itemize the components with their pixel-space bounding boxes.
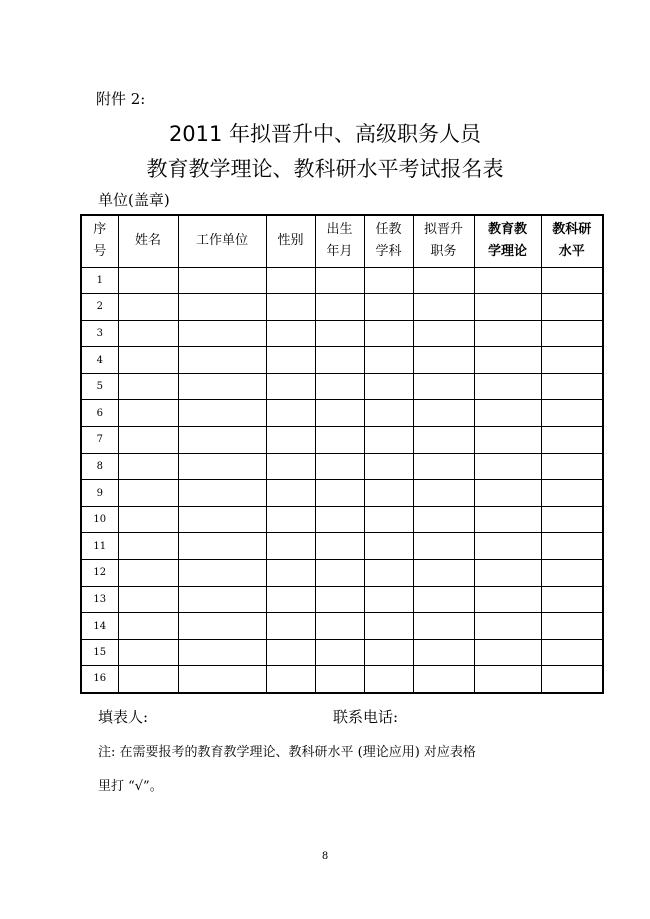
form-cell[interactable] [474,453,541,480]
row-number: 4 [81,347,118,374]
form-cell[interactable] [413,267,474,294]
table-row [81,267,603,294]
form-cell[interactable] [364,400,413,427]
form-cell[interactable] [178,294,266,321]
form-cell[interactable] [474,294,541,321]
header-research-level: 教科研 水平 [541,215,603,267]
form-cell[interactable] [541,586,603,613]
form-cell[interactable] [541,294,603,321]
form-cell[interactable] [315,267,364,294]
form-cell[interactable] [364,586,413,613]
form-cell[interactable] [541,533,603,560]
form-cell[interactable] [541,267,603,294]
form-cell[interactable] [364,267,413,294]
table-row [81,506,603,533]
page-number: 8 [321,851,329,862]
form-cell[interactable] [315,560,364,587]
form-cell[interactable] [118,373,178,400]
form-cell[interactable] [266,427,315,454]
form-cell[interactable] [266,480,315,507]
row-number: 8 [81,453,118,480]
form-cell[interactable] [315,533,364,560]
registration-form-table [80,214,604,694]
form-cell[interactable] [541,453,603,480]
form-cell[interactable] [474,347,541,374]
form-cell[interactable] [315,294,364,321]
form-cell[interactable] [266,400,315,427]
form-cell[interactable] [178,427,266,454]
form-cell[interactable] [364,613,413,640]
form-cell[interactable] [474,560,541,587]
note-line-2: 里打 “√”。 [98,779,163,794]
table-row [81,480,603,507]
form-cell[interactable] [118,347,178,374]
contact-phone-label: 联系电话: [333,708,399,726]
form-cell[interactable] [364,666,413,693]
form-cell[interactable] [364,639,413,666]
table-row [81,294,603,321]
form-cell[interactable] [315,506,364,533]
form-cell[interactable] [474,613,541,640]
row-number: 15 [81,639,118,666]
form-cell[interactable] [118,639,178,666]
form-cell[interactable] [178,320,266,347]
row-number: 5 [81,373,118,400]
form-cell[interactable] [541,400,603,427]
form-cell[interactable] [315,320,364,347]
form-cell[interactable] [474,400,541,427]
header-work-unit: 工作单位 [178,215,266,267]
form-cell[interactable] [266,586,315,613]
form-cell[interactable] [315,639,364,666]
form-cell[interactable] [118,400,178,427]
form-cell[interactable] [413,453,474,480]
filler-label: 填表人: [98,708,149,726]
form-cell[interactable] [178,586,266,613]
form-cell[interactable] [266,294,315,321]
form-cell[interactable] [474,586,541,613]
row-number: 9 [81,480,118,507]
row-number: 1 [81,267,118,294]
table-row [81,453,603,480]
form-cell[interactable] [315,373,364,400]
unit-seal-label: 单位(盖章) [98,191,170,209]
form-cell[interactable] [364,453,413,480]
table-row [81,320,603,347]
form-cell[interactable] [266,453,315,480]
form-cell[interactable] [413,427,474,454]
form-cell[interactable] [541,560,603,587]
table-body [81,267,603,693]
form-cell[interactable] [315,666,364,693]
row-number: 11 [81,533,118,560]
header-subject: 任教 学科 [364,215,413,267]
form-cell[interactable] [364,506,413,533]
form-cell[interactable] [541,320,603,347]
form-cell[interactable] [266,666,315,693]
row-number: 3 [81,320,118,347]
header-birth-date: 出生 年月 [315,215,364,267]
form-cell[interactable] [474,373,541,400]
form-cell[interactable] [118,453,178,480]
row-number: 13 [81,586,118,613]
form-cell[interactable] [474,639,541,666]
row-number: 14 [81,613,118,640]
form-cell[interactable] [178,480,266,507]
header-name: 姓名 [118,215,178,267]
form-cell[interactable] [266,506,315,533]
table-row [81,666,603,693]
form-cell[interactable] [364,320,413,347]
form-cell[interactable] [541,373,603,400]
form-cell[interactable] [541,480,603,507]
form-cell[interactable] [364,427,413,454]
form-cell[interactable] [266,320,315,347]
form-cell[interactable] [178,560,266,587]
form-cell[interactable] [474,480,541,507]
form-cell[interactable] [364,560,413,587]
form-cell[interactable] [315,427,364,454]
form-cell[interactable] [178,267,266,294]
form-cell[interactable] [413,666,474,693]
form-cell[interactable] [413,506,474,533]
form-cell[interactable] [474,267,541,294]
form-cell[interactable] [118,533,178,560]
form-cell[interactable] [541,613,603,640]
table-row [81,560,603,587]
row-number: 16 [81,666,118,693]
form-cell[interactable] [364,533,413,560]
form-cell[interactable] [266,347,315,374]
table-row [81,347,603,374]
form-cell[interactable] [178,453,266,480]
form-cell[interactable] [266,560,315,587]
form-cell[interactable] [474,506,541,533]
form-cell[interactable] [118,480,178,507]
form-cell[interactable] [474,666,541,693]
header-education-theory: 教育教 学理论 [474,215,541,267]
table-row [81,400,603,427]
form-cell[interactable] [413,480,474,507]
form-cell[interactable] [118,506,178,533]
form-cell[interactable] [178,347,266,374]
table-row [81,373,603,400]
form-cell[interactable] [474,320,541,347]
form-cell[interactable] [315,586,364,613]
row-number: 7 [81,427,118,454]
form-cell[interactable] [315,480,364,507]
form-cell[interactable] [364,347,413,374]
header-gender: 性别 [266,215,315,267]
row-number: 6 [81,400,118,427]
form-cell[interactable] [541,347,603,374]
form-cell[interactable] [266,267,315,294]
form-cell[interactable] [413,320,474,347]
form-cell[interactable] [266,373,315,400]
attachment-label: 附件 2: [96,90,146,108]
table-row [81,639,603,666]
form-cell[interactable] [413,347,474,374]
document-title-line-1: 2011 年拟晋升中、高级职务人员 [168,122,482,146]
form-cell[interactable] [413,400,474,427]
form-cell[interactable] [364,480,413,507]
form-cell[interactable] [474,427,541,454]
form-cell[interactable] [541,639,603,666]
form-cell[interactable] [118,267,178,294]
form-cell[interactable] [266,613,315,640]
form-cell[interactable] [118,586,178,613]
form-cell[interactable] [413,613,474,640]
form-cell[interactable] [413,533,474,560]
form-cell[interactable] [178,639,266,666]
note-line-1: 注: 在需要报考的教育教学理论、教科研水平 (理论应用) 对应表格 [98,745,476,760]
form-cell[interactable] [474,533,541,560]
form-cell[interactable] [118,320,178,347]
form-cell[interactable] [178,533,266,560]
form-cell[interactable] [178,400,266,427]
form-cell[interactable] [413,639,474,666]
form-cell[interactable] [413,560,474,587]
row-number: 12 [81,560,118,587]
form-cell[interactable] [178,506,266,533]
table-header-row [81,215,603,267]
document-title-line-2: 教育教学理论、教科研水平考试报名表 [146,157,504,181]
form-cell[interactable] [178,666,266,693]
form-cell[interactable] [541,427,603,454]
form-cell[interactable] [413,294,474,321]
form-cell[interactable] [118,560,178,587]
form-cell[interactable] [266,639,315,666]
form-cell[interactable] [266,533,315,560]
table-row [81,613,603,640]
form-cell[interactable] [178,613,266,640]
form-cell[interactable] [364,373,413,400]
form-cell[interactable] [118,613,178,640]
header-target-position: 拟晋升 职务 [413,215,474,267]
form-cell[interactable] [541,506,603,533]
header-seq: 序 号 [81,215,118,267]
form-cell[interactable] [413,373,474,400]
form-cell[interactable] [178,373,266,400]
form-cell[interactable] [315,453,364,480]
form-cell[interactable] [118,427,178,454]
form-cell[interactable] [118,666,178,693]
form-cell[interactable] [364,294,413,321]
form-cell[interactable] [315,347,364,374]
table-row [81,533,603,560]
row-number: 2 [81,294,118,321]
row-number: 10 [81,506,118,533]
table-row [81,427,603,454]
table-row [81,586,603,613]
form-cell[interactable] [118,294,178,321]
form-cell[interactable] [315,613,364,640]
form-cell[interactable] [413,586,474,613]
form-cell[interactable] [541,666,603,693]
form-cell[interactable] [315,400,364,427]
